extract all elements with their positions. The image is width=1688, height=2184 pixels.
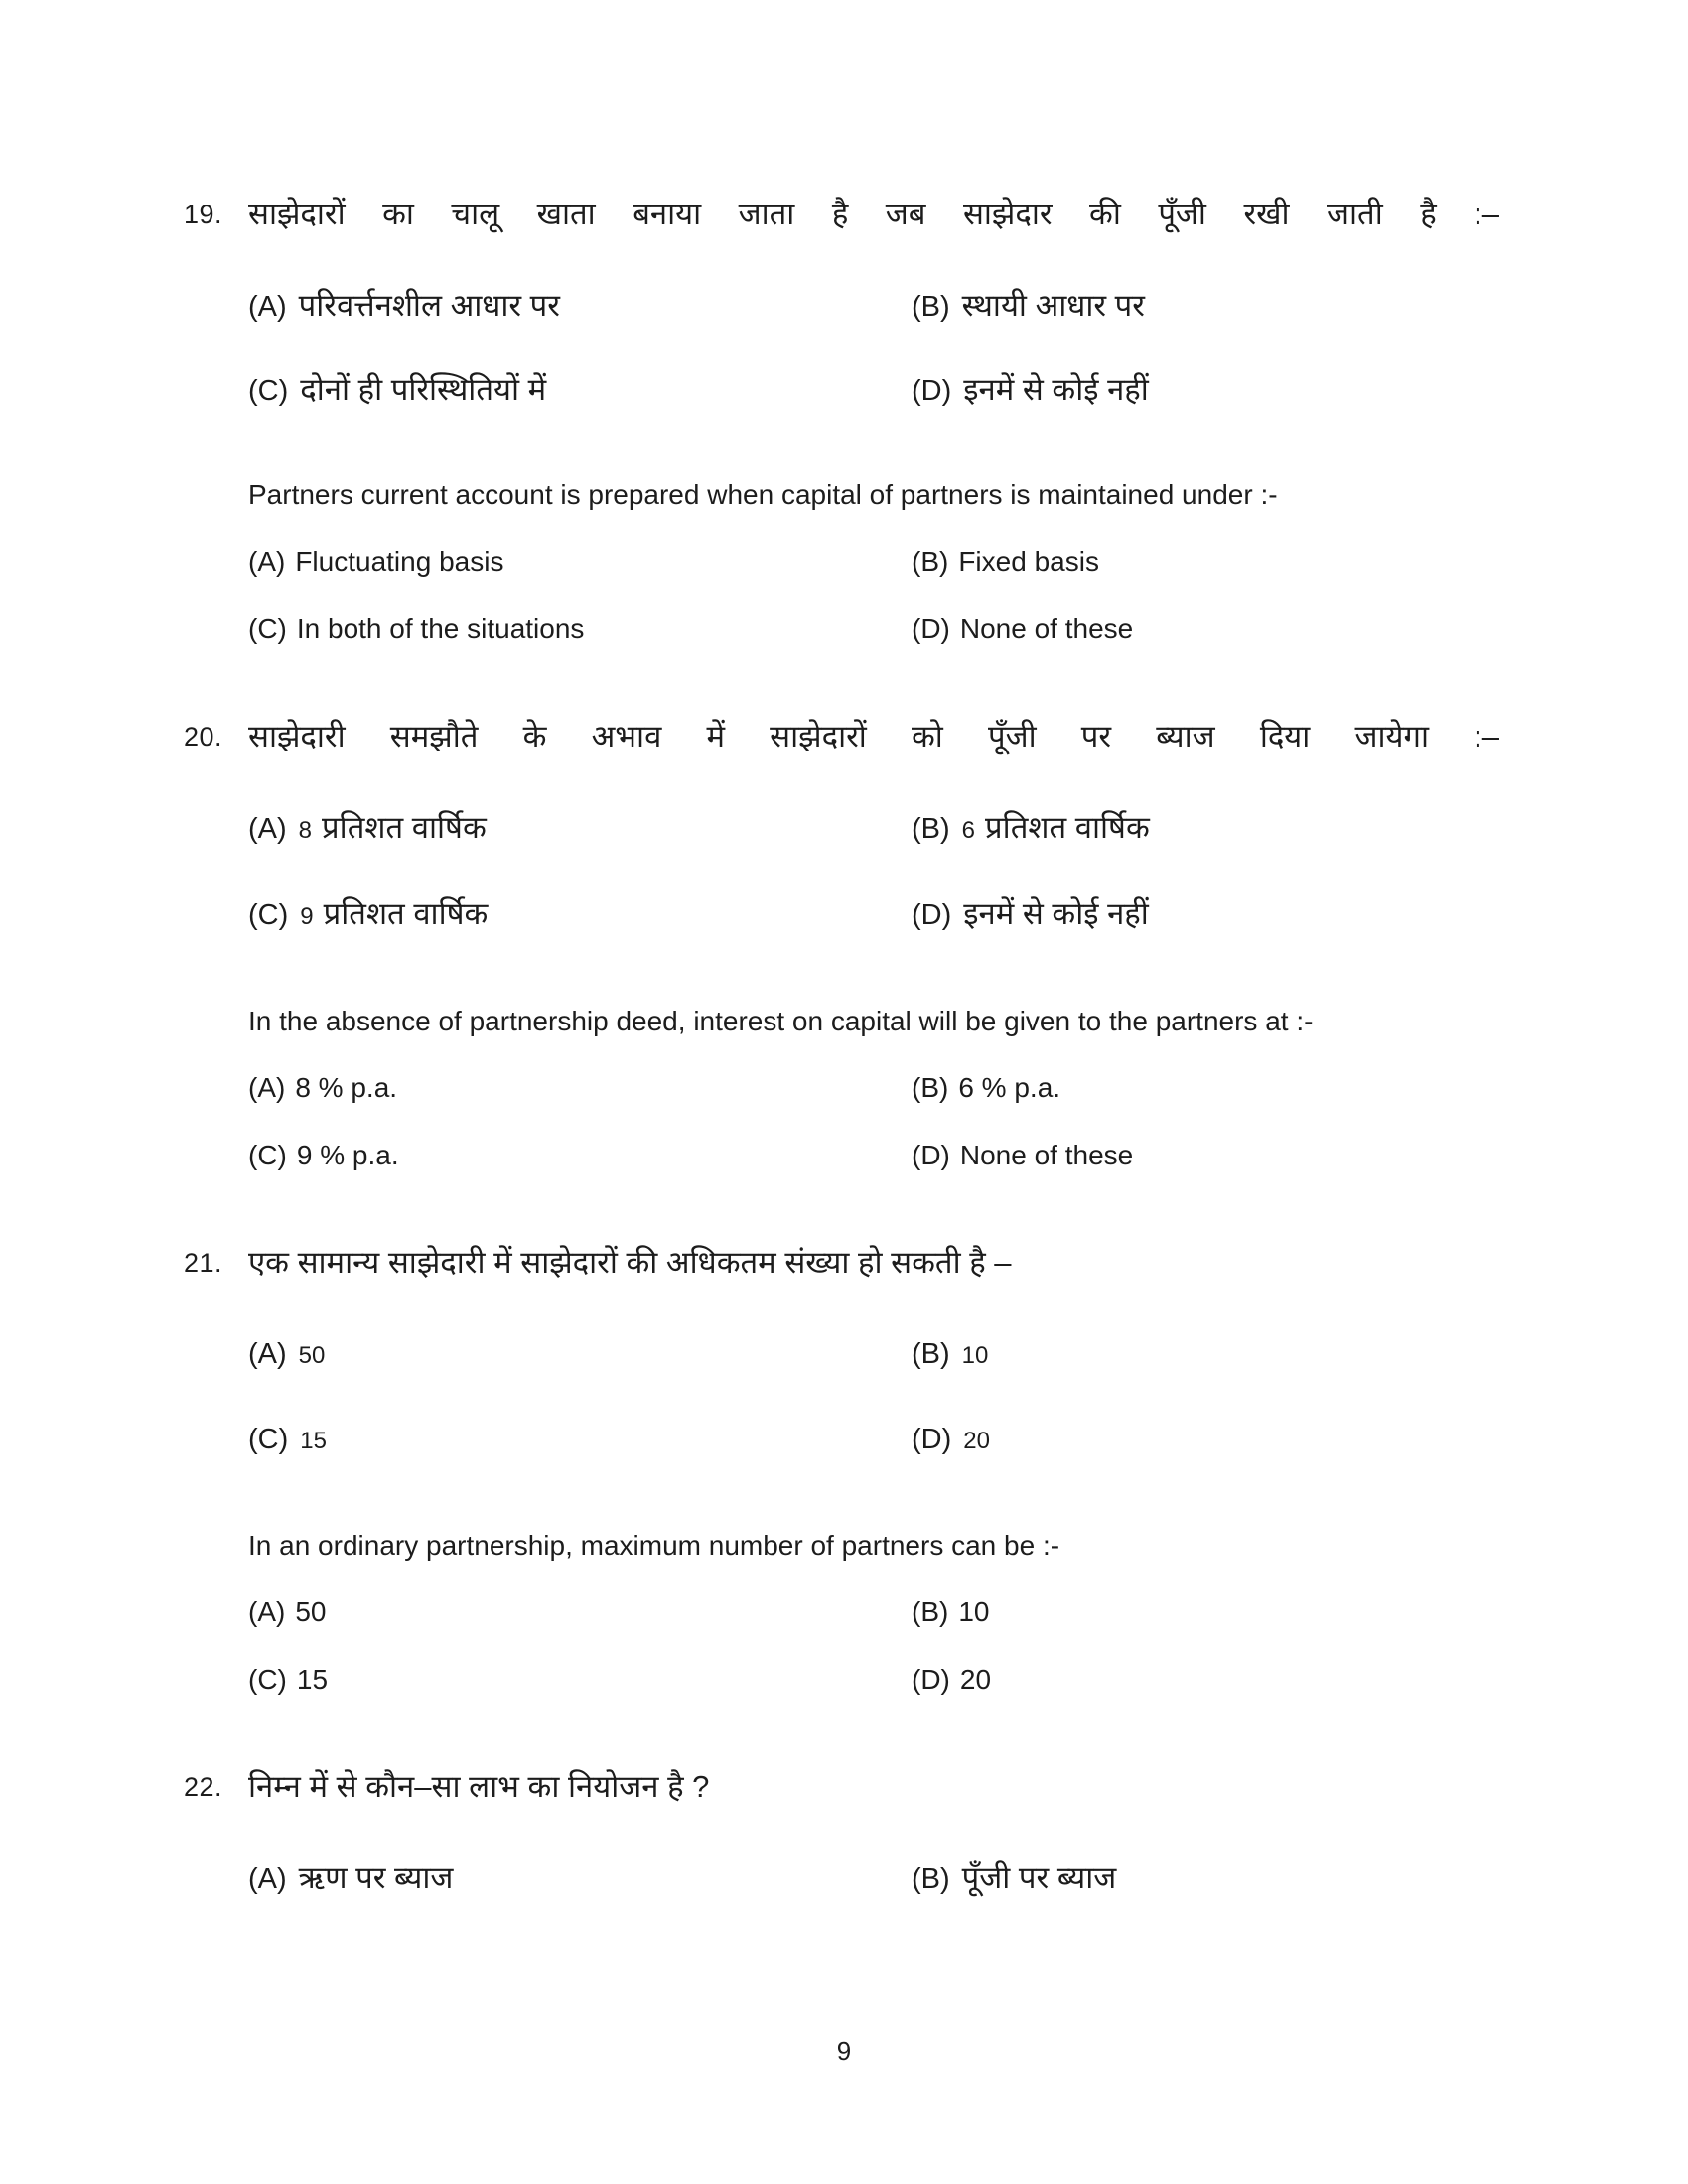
option-label: (D) (912, 1140, 950, 1170)
option-row (248, 284, 1499, 329)
option-c-hindi (248, 892, 912, 939)
option-b-hindi (912, 806, 1150, 853)
option-label: (D) (912, 899, 952, 931)
option-text: प्रतिशत वार्षिक (985, 810, 1150, 845)
option-text: इनमें से कोई नहीं (963, 896, 1149, 931)
option-text: 20 (959, 1664, 992, 1695)
question-body (248, 1239, 1499, 1727)
option-row (248, 892, 1499, 939)
option-label: (C) (248, 614, 287, 644)
option-a-english (248, 1068, 912, 1108)
question-21 (0, 1239, 1688, 1727)
question-text-hindi: एक सामान्य साझेदारी में साझेदारों की अधिकतम संख्या हो सकती है – (248, 1245, 1012, 1280)
option-label: (A) (248, 291, 287, 323)
option-b-hindi (912, 284, 1145, 329)
option-value: 8 (298, 817, 313, 844)
option-row (248, 610, 1499, 649)
hindi-options (248, 806, 1499, 939)
option-row (248, 1418, 1499, 1463)
option-label: (C) (248, 375, 289, 407)
question-text-hindi: साझेदारों का चालू खाता बनाया जाता है जब साझेदार की पूँजी रखी जाती है :– (248, 197, 1499, 231)
page-number: 9 (836, 2036, 852, 2066)
option-text: None of these (959, 614, 1134, 644)
option-d-hindi (912, 368, 1149, 413)
option-label: (D) (912, 1664, 950, 1695)
option-value: 10 (961, 1342, 989, 1369)
option-label: (A) (248, 1338, 287, 1370)
option-text: None of these (959, 1140, 1134, 1170)
option-row (248, 806, 1499, 853)
option-text: ऋण पर ब्याज (298, 1860, 454, 1895)
question-19 (0, 191, 1688, 677)
option-d-english (912, 1136, 1133, 1175)
option-a-english (248, 1592, 912, 1632)
option-d-english (912, 1660, 991, 1700)
option-label: (B) (912, 546, 949, 577)
option-label: (B) (912, 1863, 950, 1895)
option-text: परिवर्त्तनशील आधार पर (298, 288, 560, 323)
option-c-hindi (248, 1418, 912, 1463)
option-text: स्थायी आधार पर (961, 288, 1145, 323)
option-d-hindi (912, 892, 1149, 937)
question-text-english: In an ordinary partnership, maximum number of partners can be :- (248, 1530, 1060, 1561)
hindi-options (248, 1332, 1499, 1463)
question-body (248, 713, 1499, 1203)
question-text-hindi: निम्न में से कौन–सा लाभ का नियोजन है ? (248, 1769, 710, 1804)
option-label: (A) (248, 1596, 286, 1627)
hindi-options (248, 284, 1499, 413)
option-d-english (912, 610, 1133, 649)
option-label: (C) (248, 1424, 289, 1455)
option-text: Fixed basis (958, 546, 1099, 577)
option-c-english (248, 610, 912, 649)
option-value: 20 (963, 1428, 990, 1454)
english-options (248, 542, 1499, 649)
option-d-hindi (912, 1418, 1000, 1463)
option-b-english (912, 542, 1099, 582)
option-c-english (248, 1136, 912, 1175)
option-c-english (248, 1660, 912, 1700)
option-text: 10 (958, 1596, 990, 1627)
option-text: Fluctuating basis (295, 546, 504, 577)
question-text-english: Partners current account is prepared when capital of partners is maintained under :- (248, 479, 1278, 510)
option-b-english (912, 1592, 989, 1632)
option-value: 9 (300, 903, 314, 930)
question-number: 19. (184, 200, 223, 229)
option-text: 6 % p.a. (958, 1072, 1061, 1103)
option-a-hindi (248, 1332, 912, 1378)
question-text-english: In the absence of partnership deed, interest on capital will be given to the partners at :- (248, 1006, 1314, 1036)
option-row (248, 1660, 1499, 1700)
option-row (248, 1332, 1499, 1378)
english-options (248, 1068, 1499, 1175)
option-value: 6 (961, 817, 976, 844)
option-label: (C) (248, 1664, 287, 1695)
option-row (248, 1068, 1499, 1108)
option-b-hindi (912, 1856, 1116, 1901)
option-label: (C) (248, 899, 289, 931)
option-row (248, 1136, 1499, 1175)
option-b-english (912, 1068, 1060, 1108)
option-row (248, 1856, 1499, 1901)
question-number: 22. (184, 1772, 223, 1802)
option-text: 8 % p.a. (295, 1072, 398, 1103)
option-text: 9 % p.a. (296, 1140, 399, 1170)
question-22 (0, 1763, 1688, 1941)
option-text: In both of the situations (296, 614, 585, 644)
option-row (248, 542, 1499, 582)
question-20 (0, 713, 1688, 1203)
option-label: (B) (912, 813, 950, 845)
option-text: इनमें से कोई नहीं (963, 372, 1149, 407)
option-value: 50 (298, 1342, 326, 1369)
option-a-hindi (248, 806, 912, 853)
english-options (248, 1592, 1499, 1700)
option-a-hindi (248, 284, 912, 329)
question-body (248, 1763, 1499, 1941)
option-a-hindi (248, 1856, 912, 1901)
option-text: प्रतिशत वार्षिक (322, 810, 487, 845)
option-label: (A) (248, 1863, 287, 1895)
question-body (248, 191, 1499, 677)
option-label: (B) (912, 1338, 950, 1370)
option-text: पूँजी पर ब्याज (961, 1860, 1117, 1895)
option-label: (A) (248, 546, 286, 577)
hindi-options (248, 1856, 1499, 1901)
option-label: (A) (248, 813, 287, 845)
option-label: (B) (912, 1072, 949, 1103)
question-number: 21. (184, 1248, 223, 1278)
option-b-hindi (912, 1332, 998, 1378)
option-label: (B) (912, 1596, 949, 1627)
option-value: 15 (300, 1428, 327, 1454)
option-label: (D) (912, 1424, 952, 1455)
option-label: (B) (912, 291, 950, 323)
option-text: दोनों ही परिस्थितियों में (300, 372, 547, 407)
option-text: 50 (295, 1596, 327, 1627)
option-text: 15 (296, 1664, 329, 1695)
option-text: प्रतिशत वार्षिक (323, 896, 489, 931)
option-row (248, 1592, 1499, 1632)
option-a-english (248, 542, 912, 582)
option-label: (D) (912, 614, 950, 644)
question-text-hindi: साझेदारी समझौते के अभाव में साझेदारों को पूँजी पर ब्याज दिया जायेगा :– (248, 719, 1499, 753)
option-label: (C) (248, 1140, 287, 1170)
option-c-hindi (248, 368, 912, 413)
option-row (248, 368, 1499, 413)
option-label: (A) (248, 1072, 286, 1103)
option-label: (D) (912, 375, 952, 407)
question-number: 20. (184, 722, 223, 751)
